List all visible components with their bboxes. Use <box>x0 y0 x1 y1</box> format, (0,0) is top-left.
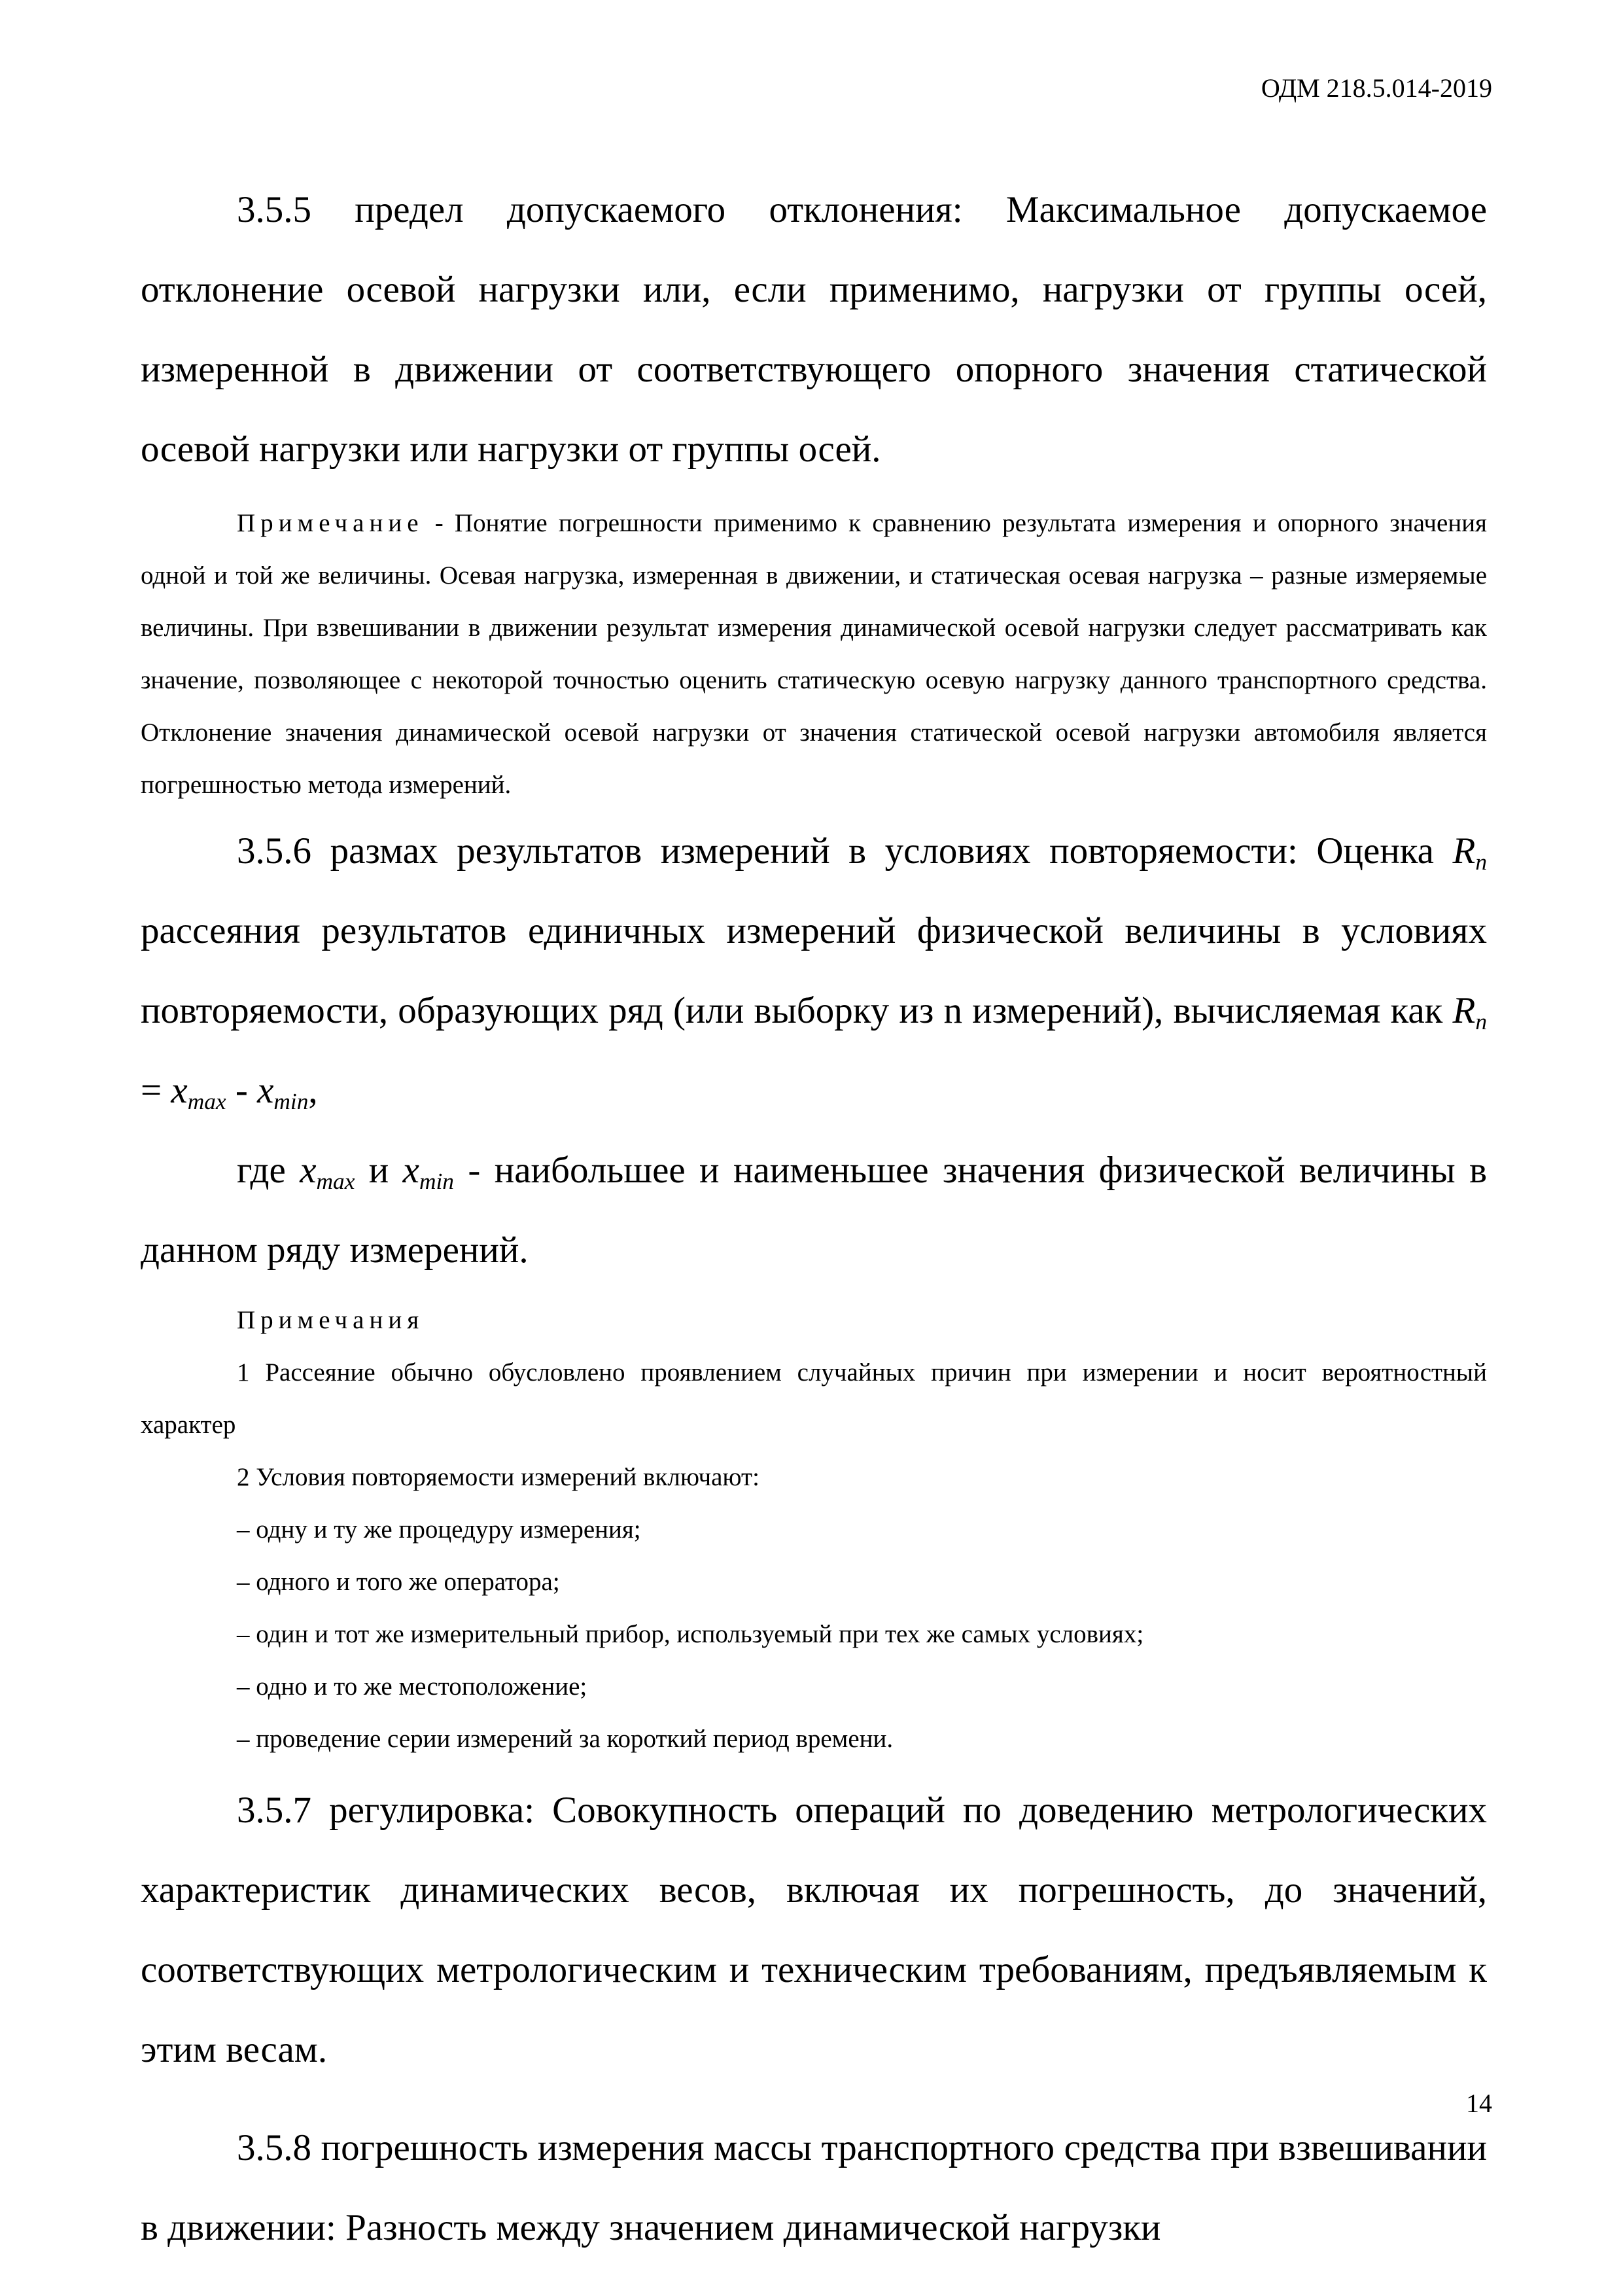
formula-x-max: x <box>171 1070 188 1111</box>
where-explanation: - наибольшее и наименьшее значения физической величины в данном ряду измерений. <box>141 1150 1487 1271</box>
x-min <box>402 1150 454 1194</box>
formula-r: R <box>1452 990 1476 1031</box>
x-max-subscript: max <box>316 1168 355 1194</box>
formula-prefix: как <box>1390 990 1443 1031</box>
formula-x-max-sub: max <box>187 1088 226 1114</box>
clause-3-5-6 <box>141 811 1487 1131</box>
clause-number: 3.5.5 <box>237 189 311 230</box>
note-bullet: – одно и то же местоположение; <box>237 1672 587 1701</box>
x-min-subscript: min <box>419 1168 454 1194</box>
x-max <box>300 1150 355 1194</box>
clause-3-5-6-where <box>141 1131 1487 1290</box>
note-bullet: – одну и ту же процедуру измерения; <box>237 1515 641 1544</box>
clause-term: размах результатов измерений в условиях повторяемости: <box>330 830 1298 872</box>
clause-definition: Максимальное допускаемое отклонение осевой нагрузки или, если применимо, нагрузки от группы осей, измеренной в движении от соответствующего опорного значения статической осевой нагрузки или нагрузки от группы осей. <box>141 189 1487 470</box>
formula-r-sub: n <box>1475 1008 1487 1034</box>
formula-equals: = <box>141 1070 162 1111</box>
clause-definition-rest: рассеяния результатов единичных измерений физической величины в условиях повторяемости, образующих ряд (или выборку из n измерений), вычисляемая <box>141 910 1487 1031</box>
note-bullet: – одного и того же оператора; <box>237 1568 560 1596</box>
clause-term: погрешность измерения массы транспортного средства при взвешивании в движении: <box>141 2127 1487 2248</box>
and-word: и <box>368 1150 389 1191</box>
clause-definition: Разность между значением динамической нагрузки <box>345 2207 1161 2248</box>
notes-heading-text: Примечания <box>237 1306 425 1334</box>
symbol-r <box>1452 830 1488 875</box>
note-bullet: – проведение серии измерений за короткий период времени. <box>237 1725 894 1753</box>
x-min-letter: x <box>402 1150 419 1191</box>
page-number: 14 <box>1466 2089 1492 2118</box>
formula-x-min: x <box>257 1070 274 1111</box>
clause-number: 3.5.7 <box>237 1790 311 1831</box>
clause-3-5-5 <box>141 170 1487 489</box>
where-word: где <box>237 1150 286 1191</box>
clause-definition-start: Оценка <box>1316 830 1434 872</box>
symbol-r-subscript: n <box>1475 849 1488 875</box>
clause-term: регулировка: <box>329 1790 535 1831</box>
note-heading: Примечание <box>237 509 424 537</box>
note-bullet: – один и тот же измерительный прибор, используемый при тех же самых условиях; <box>237 1620 1144 1648</box>
clause-number: 3.5.6 <box>237 830 311 872</box>
note-item-1: 1 Рассеяние обычно обусловлено проявлением случайных причин при измерении и носит вероятностный характер <box>141 1358 1487 1439</box>
formula-end: , <box>308 1070 318 1111</box>
document-body <box>141 170 1487 2268</box>
clause-term: предел допускаемого отклонения: <box>355 189 963 230</box>
note-item-2: 2 Условия повторяемости измерений включают: <box>237 1463 759 1491</box>
note-text: - Понятие погрешности применимо к сравнению результата измерения и опорного значения одной и той же величины. Осевая нагрузка, измеренная в движении, и статическая осевая нагрузка – разные измеряемые величины. При взвешивании в движении результат измерения динамической осевой нагрузки следует рассматривать как значение, позволяющее с некоторой точностью оценить статическую осевую нагрузку данного транспортного средства. Отклонение значения динамической осевой нагрузки от значения статической осевой нагрузки автомобиля является погрешностью метода измерений. <box>141 509 1487 799</box>
notes-heading <box>141 1294 1487 1347</box>
formula-minus: - <box>235 1070 248 1111</box>
clause-3-5-8 <box>141 2108 1487 2268</box>
clause-number: 3.5.8 <box>237 2127 311 2168</box>
note-3-5-5 <box>141 497 1487 811</box>
x-max-letter: x <box>300 1150 317 1191</box>
clause-definition: Совокупность операций по доведению метрологических характеристик динамических весов, включая их погрешность, до значений, соответствующих метрологическим и техническим требованиям, предъявляемым к этим весам. <box>141 1790 1487 2070</box>
formula-x-min-sub: min <box>273 1088 309 1114</box>
document-code: ОДМ 218.5.014-2019 <box>1261 73 1492 103</box>
clause-3-5-7 <box>141 1771 1487 2090</box>
notes-3-5-6 <box>141 1294 1487 1765</box>
symbol-r-letter: R <box>1452 830 1476 872</box>
